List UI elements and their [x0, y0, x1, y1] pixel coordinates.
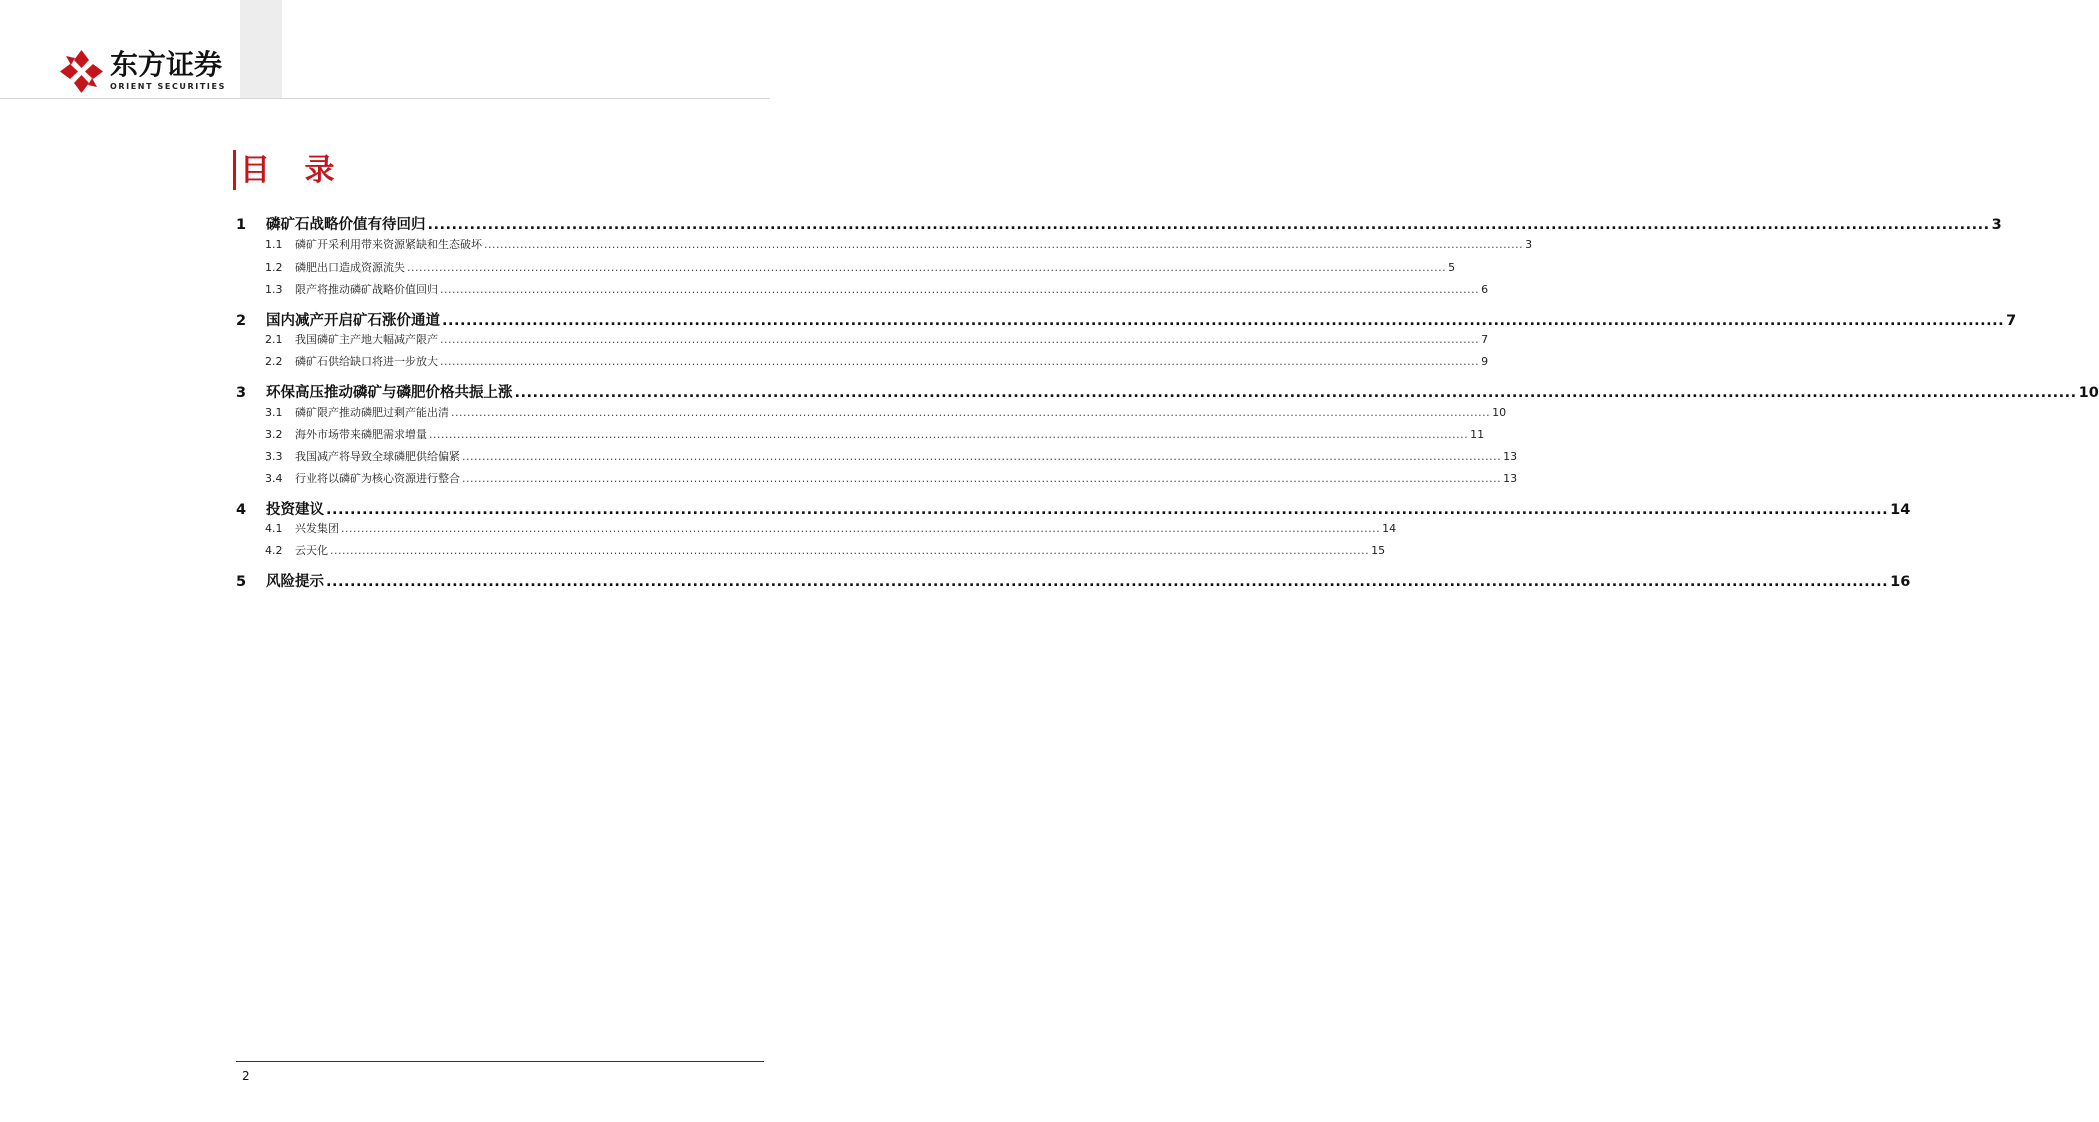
toc-section-entry[interactable] — [236, 448, 1518, 464]
toc-entry-title: 磷矿开采利用带来资源紧缺和生态破坏 — [295, 238, 482, 251]
toc-entry-number: 1.3 — [265, 283, 283, 296]
toc-entry-page: 9 — [1481, 355, 1489, 368]
toc-entry-number: 5 — [236, 574, 247, 590]
toc-chapter-entry[interactable] — [236, 498, 1911, 519]
toc-entry-title: 限产将推动磷矿战略价值回归 — [295, 283, 438, 296]
toc-entry-number: 4.2 — [265, 544, 283, 557]
toc-leader-dots: .................................................................................................................................................................................................................................................................... — [440, 283, 1480, 296]
toc-leader-dots: .................................................................................................................................................................................................................................................................... — [407, 261, 1447, 274]
toc-section-entry[interactable] — [236, 353, 1489, 369]
header-divider — [0, 98, 770, 99]
toc-section-entry[interactable] — [236, 426, 1485, 442]
logo-chinese-name: 东方证券 — [110, 48, 223, 81]
toc-entry-number: 4.1 — [265, 522, 283, 535]
toc-entry-number: 2.2 — [265, 355, 283, 368]
toc-entry-title: 磷矿石战略价值有待回归 — [266, 217, 426, 233]
toc-leader-dots: .................................................................................................................................................................................................................................................................... — [462, 472, 1502, 485]
toc-entry-page: 7 — [1481, 333, 1489, 346]
toc-chapter-entry[interactable] — [236, 570, 1911, 591]
toc-entry-title: 云天化 — [295, 544, 328, 557]
toc-entry-title: 环保高压推动磷矿与磷肥价格共振上涨 — [266, 385, 513, 401]
toc-leader-dots: .................................................................................................................................................................................................................................................................... — [484, 238, 1524, 251]
toc-entry-page: 13 — [1503, 472, 1518, 485]
toc-leader-dots: .................................................................................................................................................................................................................................................................... — [442, 313, 2005, 329]
footer-divider — [236, 1061, 764, 1062]
toc-entry-number: 3 — [236, 385, 247, 401]
toc-entry-page: 5 — [1448, 261, 1456, 274]
toc-entry-number: 2.1 — [265, 333, 283, 346]
toc-section-entry[interactable] — [236, 470, 1518, 486]
toc-entry-number: 1.2 — [265, 261, 283, 274]
toc-entry-page: 7 — [2006, 313, 2017, 329]
toc-leader-dots: .................................................................................................................................................................................................................................................................... — [440, 355, 1480, 368]
orient-securities-logo — [58, 48, 228, 98]
toc-section-entry[interactable] — [236, 331, 1489, 347]
toc-entry-page: 10 — [2078, 385, 2099, 401]
toc-entry-number: 3.4 — [265, 472, 283, 485]
toc-leader-dots: .................................................................................................................................................................................................................................................................... — [462, 450, 1502, 463]
toc-entry-number: 1 — [236, 217, 247, 233]
toc-entry-title: 我国减产将导致全球磷肥供给偏紧 — [295, 450, 460, 463]
toc-section-entry[interactable] — [236, 404, 1507, 420]
toc-entry-title: 磷矿石供给缺口将进一步放大 — [295, 355, 438, 368]
toc-entry-number: 2 — [236, 313, 247, 329]
toc-entry-number: 1.1 — [265, 238, 283, 251]
toc-entry-page: 14 — [1890, 502, 1911, 518]
toc-leader-dots: .................................................................................................................................................................................................................................................................... — [429, 428, 1469, 441]
toc-entry-page: 16 — [1890, 574, 1911, 590]
toc-entry-title: 风险提示 — [266, 574, 324, 590]
toc-section-entry[interactable] — [236, 259, 1456, 275]
toc-leader-dots: .................................................................................................................................................................................................................................................................... — [451, 406, 1491, 419]
toc-entry-title: 海外市场带来磷肥需求增量 — [295, 428, 427, 441]
toc-entry-title: 磷矿限产推动磷肥过剩产能出清 — [295, 406, 449, 419]
toc-section-entry[interactable] — [236, 236, 1533, 252]
toc-section-entry[interactable] — [236, 542, 1386, 558]
toc-entry-title: 磷肥出口造成资源流失 — [295, 261, 405, 274]
toc-section-entry[interactable] — [236, 281, 1489, 297]
toc-section-entry[interactable] — [236, 520, 1397, 536]
page-number: 2 — [242, 1069, 250, 1083]
toc-leader-dots: .................................................................................................................................................................................................................................................................... — [514, 385, 2077, 401]
toc-entry-page: 3 — [1525, 238, 1533, 251]
toc-entry-number: 4 — [236, 502, 247, 518]
toc-title: 目 录 — [240, 153, 347, 188]
toc-entry-page: 6 — [1481, 283, 1489, 296]
toc-leader-dots: .................................................................................................................................................................................................................................................................... — [326, 574, 1889, 590]
toc-entry-number: 3.3 — [265, 450, 283, 463]
toc-chapter-entry[interactable] — [236, 213, 2002, 234]
header-gray-bar — [240, 0, 282, 98]
toc-entry-number: 3.2 — [265, 428, 283, 441]
toc-chapter-entry[interactable] — [236, 381, 2099, 402]
logo-english-name: ORIENT SECURITIES — [110, 82, 226, 91]
toc-leader-dots: .................................................................................................................................................................................................................................................................... — [341, 522, 1381, 535]
toc-entry-page: 15 — [1371, 544, 1386, 557]
toc-entry-title: 兴发集团 — [295, 522, 339, 535]
toc-entry-page: 14 — [1382, 522, 1397, 535]
toc-entry-page: 11 — [1470, 428, 1485, 441]
toc-leader-dots: .................................................................................................................................................................................................................................................................... — [326, 502, 1889, 518]
toc-leader-dots: .................................................................................................................................................................................................................................................................... — [440, 333, 1480, 346]
toc-entry-page: 10 — [1492, 406, 1507, 419]
title-accent-bar — [233, 150, 236, 190]
toc-entry-title: 行业将以磷矿为核心资源进行整合 — [295, 472, 460, 485]
toc-entry-page: 13 — [1503, 450, 1518, 463]
toc-leader-dots: .................................................................................................................................................................................................................................................................... — [330, 544, 1370, 557]
toc-entry-page: 3 — [1991, 217, 2002, 233]
toc-entry-title: 投资建议 — [266, 502, 324, 518]
toc-entry-number: 3.1 — [265, 406, 283, 419]
orient-logo-icon — [58, 48, 105, 95]
toc-chapter-entry[interactable] — [236, 309, 2017, 330]
toc-entry-title: 国内减产开启矿石涨价通道 — [266, 313, 440, 329]
toc-entry-title: 我国磷矿主产地大幅减产限产 — [295, 333, 438, 346]
toc-leader-dots: .................................................................................................................................................................................................................................................................... — [427, 217, 1990, 233]
